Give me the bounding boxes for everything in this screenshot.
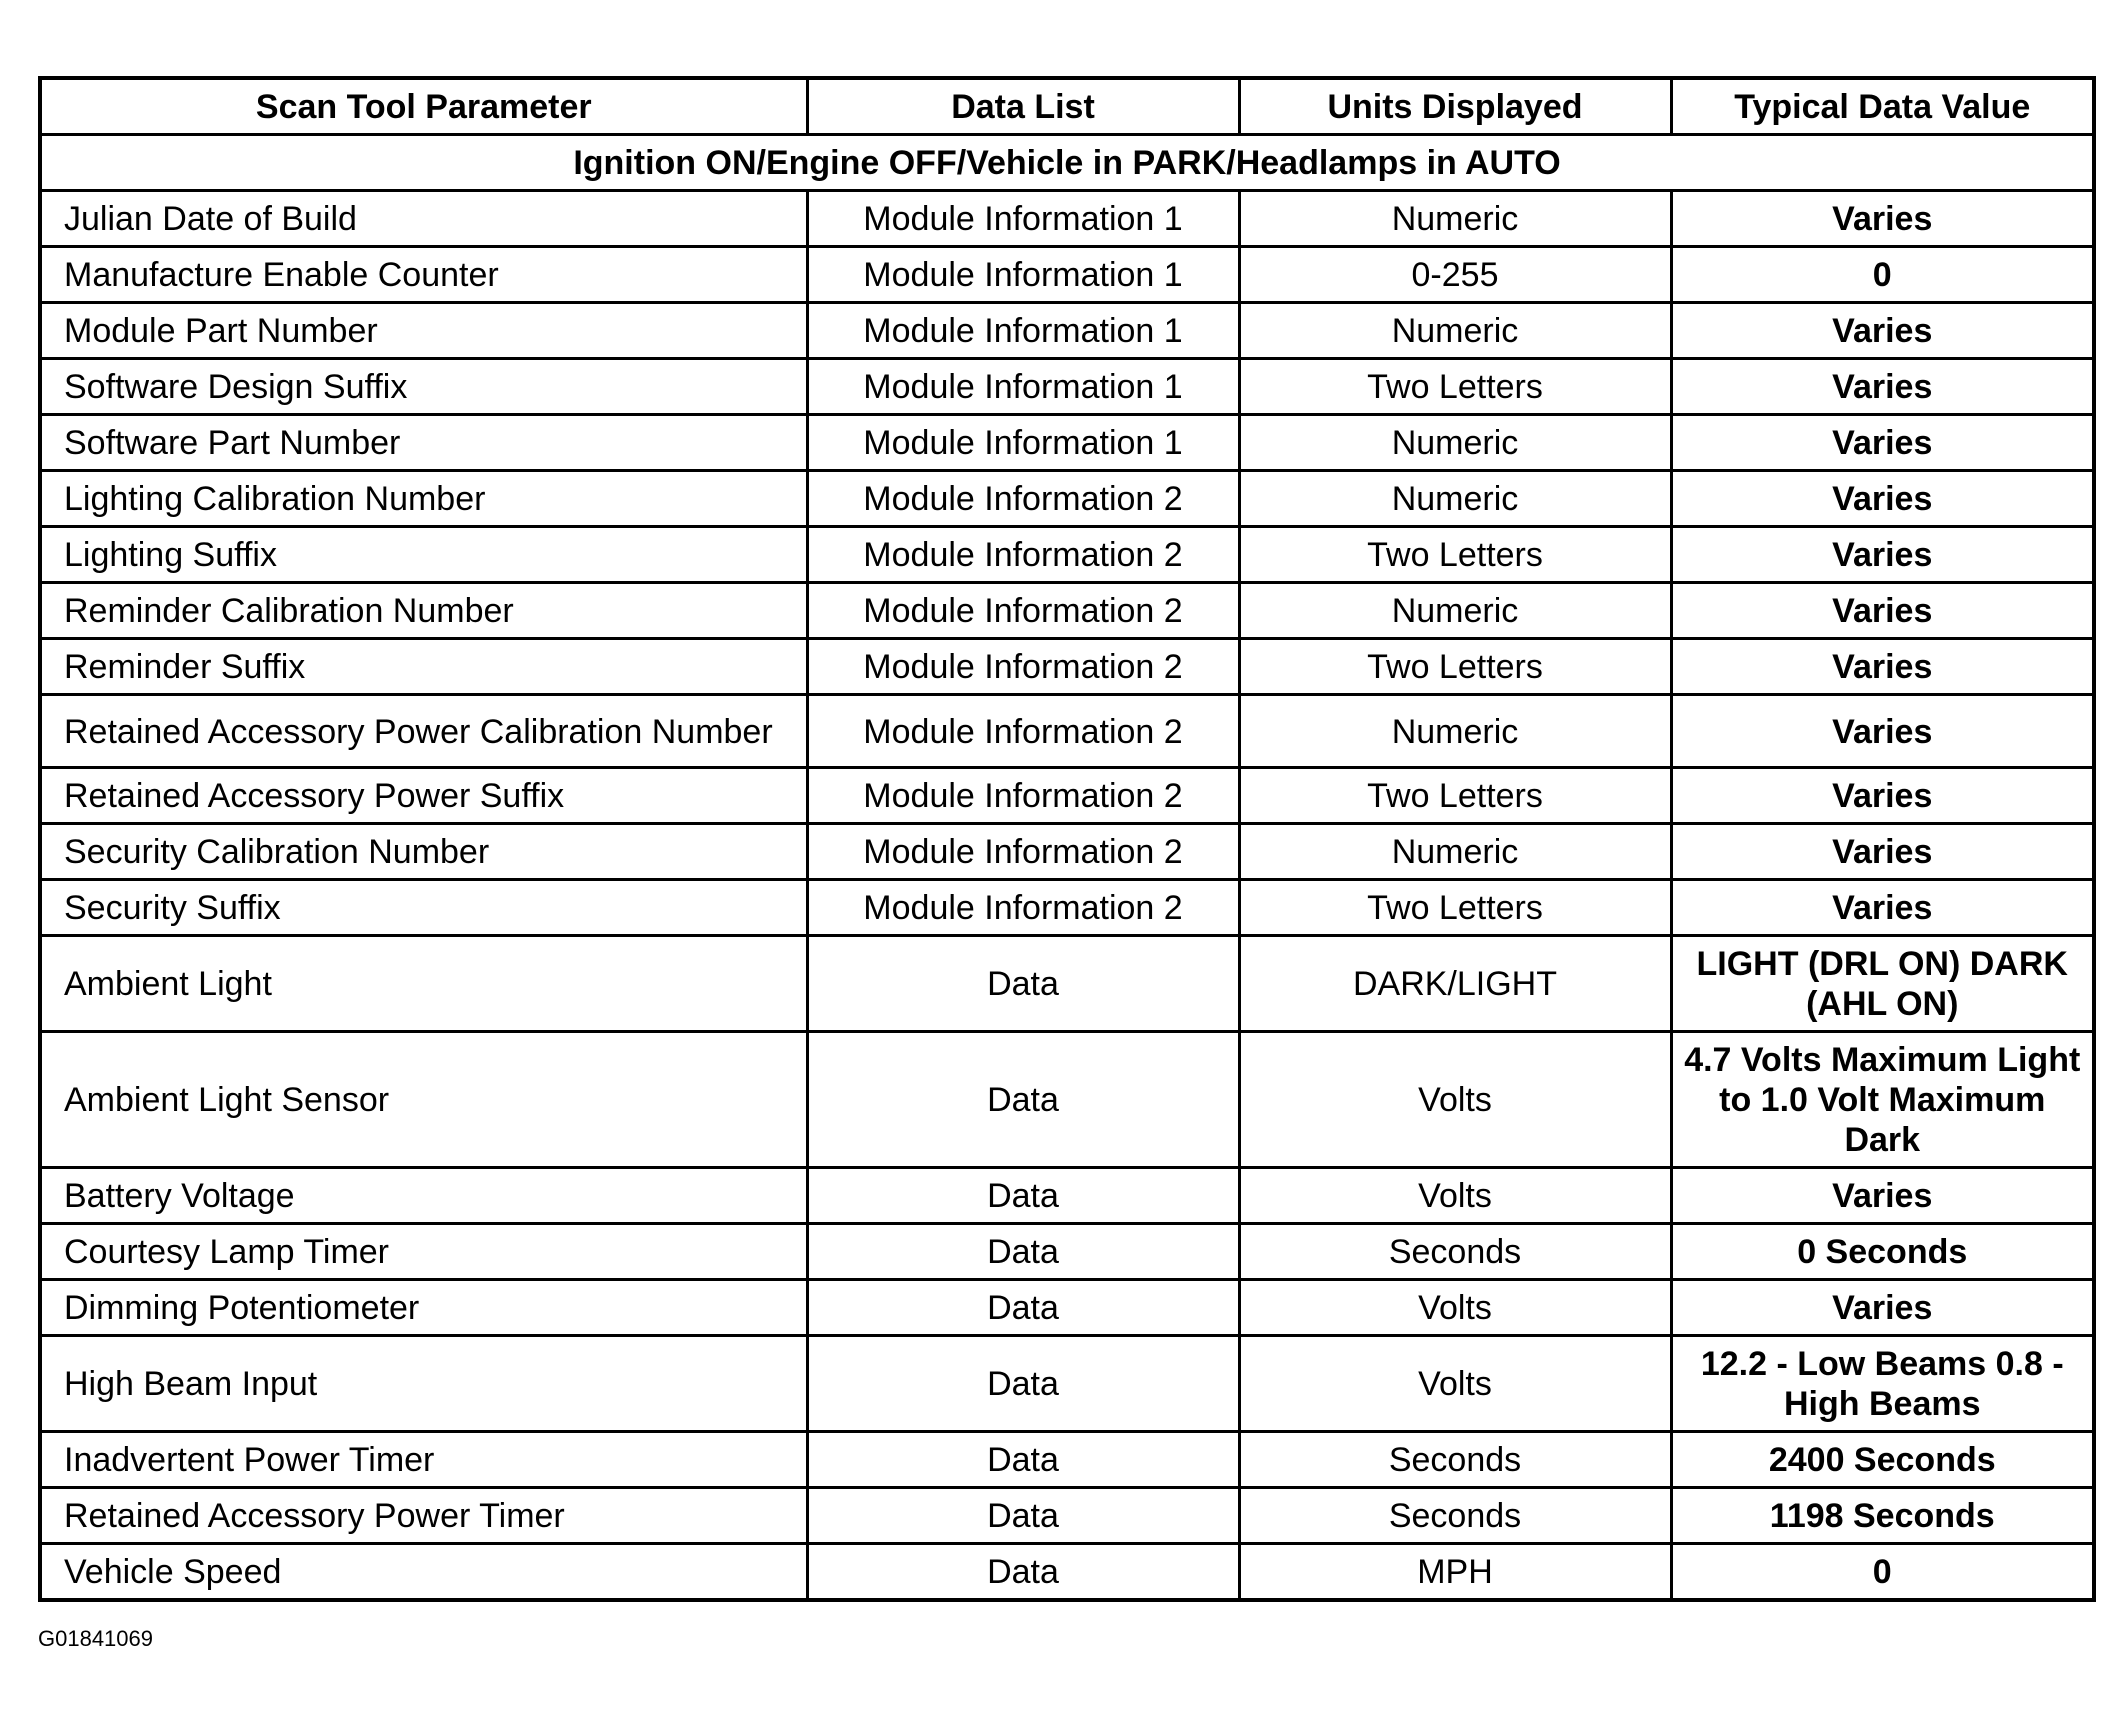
table-row bbox=[40, 359, 2094, 415]
header-units-displayed: Units Displayed bbox=[1239, 78, 1671, 135]
cell-units-displayed: Two Letters bbox=[1239, 359, 1671, 415]
cell-parameter: Ambient Light bbox=[40, 936, 807, 1032]
cell-parameter: Retained Accessory Power Timer bbox=[40, 1488, 807, 1544]
cell-data-list: Module Information 1 bbox=[807, 191, 1239, 247]
cell-typical-data-value: Varies bbox=[1671, 527, 2094, 583]
cell-typical-data-value: Varies bbox=[1671, 695, 2094, 768]
cell-units-displayed: Two Letters bbox=[1239, 527, 1671, 583]
table-row bbox=[40, 824, 2094, 880]
cell-typical-data-value: 4.7 Volts Maximum Light to 1.0 Volt Maximum Dark bbox=[1671, 1032, 2094, 1168]
cell-typical-data-value: 2400 Seconds bbox=[1671, 1432, 2094, 1488]
cell-typical-data-value: Varies bbox=[1671, 303, 2094, 359]
cell-parameter: Inadvertent Power Timer bbox=[40, 1432, 807, 1488]
cell-units-displayed: Numeric bbox=[1239, 583, 1671, 639]
cell-data-list: Module Information 2 bbox=[807, 880, 1239, 936]
figure-id: G01841069 bbox=[38, 1626, 153, 1651]
table-row bbox=[40, 1032, 2094, 1168]
cell-typical-data-value: 1198 Seconds bbox=[1671, 1488, 2094, 1544]
cell-units-displayed: DARK/LIGHT bbox=[1239, 936, 1671, 1032]
cell-units-displayed: Numeric bbox=[1239, 471, 1671, 527]
cell-data-list: Module Information 2 bbox=[807, 639, 1239, 695]
cell-units-displayed: 0-255 bbox=[1239, 247, 1671, 303]
cell-typical-data-value: Varies bbox=[1671, 768, 2094, 824]
cell-parameter: Courtesy Lamp Timer bbox=[40, 1224, 807, 1280]
cell-parameter: Reminder Suffix bbox=[40, 639, 807, 695]
cell-data-list: Module Information 2 bbox=[807, 695, 1239, 768]
header-data-list: Data List bbox=[807, 78, 1239, 135]
cell-data-list: Module Information 1 bbox=[807, 415, 1239, 471]
cell-typical-data-value: 12.2 - Low Beams 0.8 - High Beams bbox=[1671, 1336, 2094, 1432]
cell-parameter: Vehicle Speed bbox=[40, 1544, 807, 1601]
cell-parameter: Ambient Light Sensor bbox=[40, 1032, 807, 1168]
cell-data-list: Module Information 1 bbox=[807, 359, 1239, 415]
cell-units-displayed: Volts bbox=[1239, 1280, 1671, 1336]
cell-units-displayed: Seconds bbox=[1239, 1488, 1671, 1544]
table-row bbox=[40, 695, 2094, 768]
scan-tool-data-table bbox=[38, 76, 2096, 1602]
cell-units-displayed: Volts bbox=[1239, 1168, 1671, 1224]
cell-parameter: Lighting Suffix bbox=[40, 527, 807, 583]
cell-parameter: Reminder Calibration Number bbox=[40, 583, 807, 639]
table-row bbox=[40, 880, 2094, 936]
cell-typical-data-value: Varies bbox=[1671, 191, 2094, 247]
cell-data-list: Module Information 2 bbox=[807, 824, 1239, 880]
cell-data-list: Data bbox=[807, 1280, 1239, 1336]
cell-data-list: Data bbox=[807, 1224, 1239, 1280]
table-row bbox=[40, 1336, 2094, 1432]
header-row bbox=[40, 78, 2094, 135]
cell-typical-data-value: Varies bbox=[1671, 583, 2094, 639]
cell-units-displayed: Numeric bbox=[1239, 415, 1671, 471]
table-row bbox=[40, 527, 2094, 583]
cell-typical-data-value: Varies bbox=[1671, 639, 2094, 695]
table-row bbox=[40, 936, 2094, 1032]
table-row bbox=[40, 1168, 2094, 1224]
cell-parameter: Software Design Suffix bbox=[40, 359, 807, 415]
cell-units-displayed: MPH bbox=[1239, 1544, 1671, 1601]
cell-typical-data-value: 0 Seconds bbox=[1671, 1224, 2094, 1280]
cell-data-list: Module Information 1 bbox=[807, 247, 1239, 303]
cell-units-displayed: Numeric bbox=[1239, 191, 1671, 247]
table-header bbox=[40, 78, 2094, 135]
cell-parameter: Module Part Number bbox=[40, 303, 807, 359]
table-row bbox=[40, 1544, 2094, 1601]
table-row bbox=[40, 191, 2094, 247]
cell-typical-data-value: LIGHT (DRL ON) DARK (AHL ON) bbox=[1671, 936, 2094, 1032]
cell-data-list: Data bbox=[807, 1432, 1239, 1488]
cell-data-list: Data bbox=[807, 1488, 1239, 1544]
cell-parameter: Julian Date of Build bbox=[40, 191, 807, 247]
header-typical-data-value: Typical Data Value bbox=[1671, 78, 2094, 135]
table-row bbox=[40, 1488, 2094, 1544]
cell-units-displayed: Two Letters bbox=[1239, 639, 1671, 695]
cell-units-displayed: Volts bbox=[1239, 1336, 1671, 1432]
cell-data-list: Data bbox=[807, 1168, 1239, 1224]
table-row bbox=[40, 768, 2094, 824]
cell-parameter: Dimming Potentiometer bbox=[40, 1280, 807, 1336]
table-row bbox=[40, 583, 2094, 639]
section-row bbox=[40, 135, 2094, 191]
cell-units-displayed: Numeric bbox=[1239, 695, 1671, 768]
header-scan-tool-parameter: Scan Tool Parameter bbox=[40, 78, 807, 135]
cell-units-displayed: Seconds bbox=[1239, 1432, 1671, 1488]
cell-typical-data-value: Varies bbox=[1671, 1168, 2094, 1224]
cell-units-displayed: Numeric bbox=[1239, 303, 1671, 359]
cell-parameter: Security Calibration Number bbox=[40, 824, 807, 880]
cell-typical-data-value: Varies bbox=[1671, 359, 2094, 415]
table-row bbox=[40, 639, 2094, 695]
cell-data-list: Module Information 2 bbox=[807, 768, 1239, 824]
table-row bbox=[40, 415, 2094, 471]
cell-units-displayed: Numeric bbox=[1239, 824, 1671, 880]
cell-parameter: Battery Voltage bbox=[40, 1168, 807, 1224]
cell-parameter: High Beam Input bbox=[40, 1336, 807, 1432]
cell-parameter: Retained Accessory Power Calibration Number bbox=[40, 695, 807, 768]
cell-parameter: Manufacture Enable Counter bbox=[40, 247, 807, 303]
cell-typical-data-value: Varies bbox=[1671, 471, 2094, 527]
cell-parameter: Security Suffix bbox=[40, 880, 807, 936]
section-title: Ignition ON/Engine OFF/Vehicle in PARK/Headlamps in AUTO bbox=[40, 135, 2094, 191]
table-row bbox=[40, 247, 2094, 303]
cell-data-list: Module Information 1 bbox=[807, 303, 1239, 359]
cell-units-displayed: Two Letters bbox=[1239, 768, 1671, 824]
cell-data-list: Module Information 2 bbox=[807, 471, 1239, 527]
cell-parameter: Retained Accessory Power Suffix bbox=[40, 768, 807, 824]
cell-data-list: Data bbox=[807, 1544, 1239, 1601]
cell-typical-data-value: Varies bbox=[1671, 880, 2094, 936]
cell-typical-data-value: Varies bbox=[1671, 1280, 2094, 1336]
table-row bbox=[40, 471, 2094, 527]
cell-parameter: Lighting Calibration Number bbox=[40, 471, 807, 527]
table-row bbox=[40, 1432, 2094, 1488]
cell-typical-data-value: 0 bbox=[1671, 247, 2094, 303]
cell-data-list: Data bbox=[807, 936, 1239, 1032]
cell-typical-data-value: Varies bbox=[1671, 824, 2094, 880]
cell-units-displayed: Volts bbox=[1239, 1032, 1671, 1168]
table-row bbox=[40, 1280, 2094, 1336]
cell-data-list: Module Information 2 bbox=[807, 583, 1239, 639]
cell-units-displayed: Two Letters bbox=[1239, 880, 1671, 936]
table-body bbox=[40, 135, 2094, 1601]
cell-data-list: Module Information 2 bbox=[807, 527, 1239, 583]
cell-data-list: Data bbox=[807, 1336, 1239, 1432]
cell-units-displayed: Seconds bbox=[1239, 1224, 1671, 1280]
table-row bbox=[40, 303, 2094, 359]
cell-typical-data-value: Varies bbox=[1671, 415, 2094, 471]
cell-data-list: Data bbox=[807, 1032, 1239, 1168]
table-row bbox=[40, 1224, 2094, 1280]
cell-parameter: Software Part Number bbox=[40, 415, 807, 471]
cell-typical-data-value: 0 bbox=[1671, 1544, 2094, 1601]
